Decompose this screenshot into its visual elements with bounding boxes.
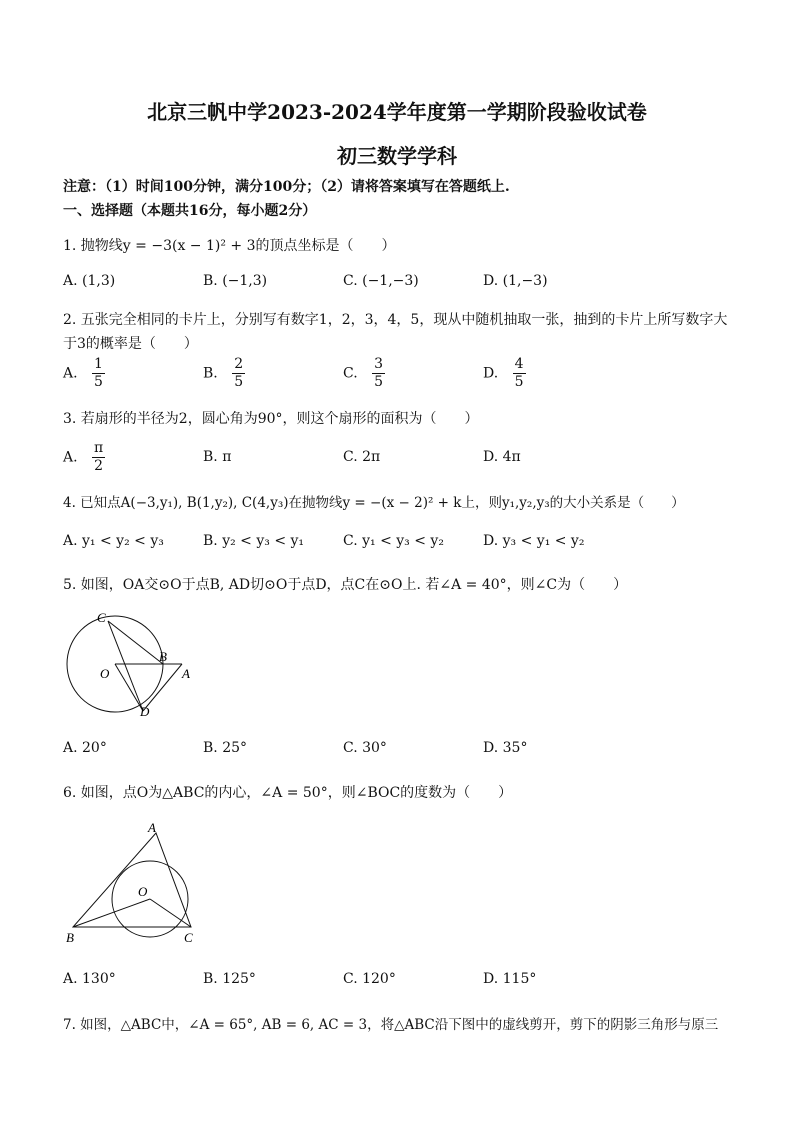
label-b: B xyxy=(66,930,74,945)
segment-ob xyxy=(73,899,150,927)
label-b: B xyxy=(159,649,167,664)
q6-option-b: B. 125° xyxy=(203,971,256,987)
q3-option-a: A. $\frac{\pi}{2}$ xyxy=(63,440,104,474)
q6-option-c: C. 120° xyxy=(343,971,396,987)
question-2-stem-line2: 于3的概率是（ ） xyxy=(63,336,198,352)
question-1-stem: 1. 抛物线y = −3(x − 1)² + 3的顶点坐标是（ ） xyxy=(63,238,396,254)
question-4-stem: 4. 已知点A(−3,y₁), B(1,y₂), C(4,y₃)在抛物线y = −(x − 2)² + k上，则y₁,y₂,y₃的大小关系是（ ） xyxy=(63,495,685,511)
q3-option-c: C. 2π xyxy=(343,449,381,465)
exam-title: 北京三帆中学2023-2024学年度第一学期阶段验收试卷 xyxy=(147,100,647,124)
q5-option-d: D. 35° xyxy=(483,740,528,756)
q6-option-a: A. 130° xyxy=(63,971,116,987)
label-a: A xyxy=(182,666,190,681)
q5-option-a: A. 20° xyxy=(63,740,107,756)
q2-option-c: C. $\frac{3}{5}$ xyxy=(343,356,384,390)
q4-option-d: D. y₃ < y₁ < y₂ xyxy=(483,533,585,549)
question-5-stem: 5. 如图，OA交⊙O于点B, AD切⊙O于点D，点C在⊙O上. 若∠A = 40°，则∠C为（ ） xyxy=(63,577,628,593)
q1-option-b: B. (−1,3) xyxy=(203,273,268,289)
q4-option-b: B. y₂ < y₃ < y₁ xyxy=(203,533,305,549)
q5-option-b: B. 25° xyxy=(203,740,248,756)
q3-option-d: D. 4π xyxy=(483,449,521,465)
label-a: A xyxy=(148,820,156,835)
section-heading: 一、选择题（本题共16分，每小题2分） xyxy=(63,203,317,219)
question-6-stem: 6. 如图，点O为△ABC的内心，∠A = 50°，则∠BOC的度数为（ ） xyxy=(63,785,513,801)
q5-figure-circle-tangent xyxy=(60,608,200,720)
label-c: C xyxy=(97,610,106,625)
q1-option-d: D. (1,−3) xyxy=(483,273,548,289)
q4-option-c: C. y₁ < y₃ < y₂ xyxy=(343,533,444,549)
q6-option-d: D. 115° xyxy=(483,971,537,987)
q1-option-c: C. (−1,−3) xyxy=(343,273,419,289)
label-o: O xyxy=(100,666,110,681)
q5-option-c: C. 30° xyxy=(343,740,387,756)
q2-option-b: B. $\frac{2}{5}$ xyxy=(203,356,244,390)
question-3-stem: 3. 若扇形的半径为2，圆心角为90°，则这个扇形的面积为（ ） xyxy=(63,411,479,427)
question-7-stem: 7. 如图，△ABC中，∠A = 65°, AB = 6, AC = 3，将△ABC沿下图中的虚线剪开，剪下的阴影三角形与原三 xyxy=(63,1017,719,1033)
question-2-stem: 2. 五张完全相同的卡片上，分别写有数字1，2，3，4，5，现从中随机抽取一张，抽到的卡片上所写数字大 xyxy=(63,312,728,328)
q6-figure-incircle xyxy=(60,820,210,950)
radius-od xyxy=(115,664,143,711)
q1-option-a: A. (1,3) xyxy=(63,273,116,289)
q2-option-a: A. $\frac{1}{5}$ xyxy=(63,356,103,390)
label-d: D xyxy=(140,704,150,719)
exam-subtitle: 初三数学学科 xyxy=(337,144,457,168)
notice: 注意：（1）时间100分钟，满分100分；（2）请将答案填写在答题纸上. xyxy=(63,179,510,195)
label-o: O xyxy=(138,884,148,899)
label-c: C xyxy=(184,930,193,945)
q3-option-b: B. π xyxy=(203,449,232,465)
triangle-abc xyxy=(73,833,191,927)
q2-option-d: D. $\frac{4}{5}$ xyxy=(483,356,524,390)
q4-option-a: A. y₁ < y₂ < y₃ xyxy=(63,533,164,549)
